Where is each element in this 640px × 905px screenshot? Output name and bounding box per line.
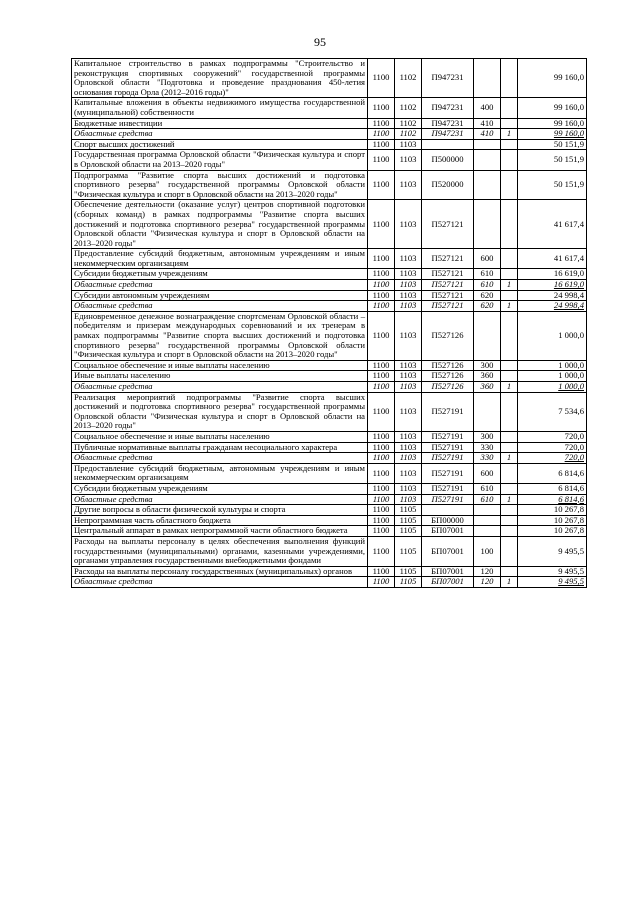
subsection-code-cell: 1103 bbox=[395, 371, 422, 382]
subsection-code-cell: 1103 bbox=[395, 431, 422, 442]
subsection-code-cell: 1102 bbox=[395, 129, 422, 140]
target-article-cell: П527126 bbox=[422, 371, 474, 382]
funding-source-cell: 1 bbox=[501, 301, 518, 312]
table-row bbox=[72, 311, 587, 360]
expense-name-cell: Предоставление субсидий бюджетным, автономным учреждениям и иным некоммерческим организациям bbox=[72, 249, 368, 269]
amount-cell: 99 160,0 bbox=[518, 129, 587, 140]
expense-name-cell: Областные средства bbox=[72, 382, 368, 393]
amount-cell: 1 000,0 bbox=[518, 382, 587, 393]
subsection-code-cell: 1103 bbox=[395, 150, 422, 170]
funding-source-cell bbox=[501, 392, 518, 431]
expense-type-cell bbox=[474, 200, 501, 249]
subsection-code-cell: 1105 bbox=[395, 577, 422, 588]
amount-cell: 9 495,5 bbox=[518, 566, 587, 577]
amount-cell: 7 534,6 bbox=[518, 392, 587, 431]
amount-cell: 6 814,6 bbox=[518, 483, 587, 494]
subsection-code-cell: 1103 bbox=[395, 382, 422, 393]
section-code-cell: 1100 bbox=[368, 360, 395, 371]
expense-type-cell: 620 bbox=[474, 290, 501, 301]
expense-name-cell: Расходы на выплаты персоналу в целях обеспечения выполнения функций государственными (муниципальными) органами, казенными учреждениями, органами управления государственными внебюджетными фондами bbox=[72, 536, 368, 566]
subsection-code-cell: 1103 bbox=[395, 200, 422, 249]
target-article-cell: П527191 bbox=[422, 453, 474, 464]
section-code-cell: 1100 bbox=[368, 98, 395, 118]
section-code-cell: 1100 bbox=[368, 200, 395, 249]
subsection-code-cell: 1103 bbox=[395, 249, 422, 269]
expense-type-cell bbox=[474, 170, 501, 200]
expense-type-cell: 610 bbox=[474, 269, 501, 280]
target-article-cell bbox=[422, 139, 474, 150]
expense-type-cell: 610 bbox=[474, 483, 501, 494]
funding-source-cell bbox=[501, 249, 518, 269]
amount-cell: 720,0 bbox=[518, 442, 587, 453]
expense-type-cell bbox=[474, 515, 501, 526]
table-row bbox=[72, 463, 587, 483]
table-row bbox=[72, 129, 587, 140]
expense-name-cell: Другие вопросы в области физической культуры и спорта bbox=[72, 505, 368, 516]
subsection-code-cell: 1103 bbox=[395, 453, 422, 464]
target-article-cell: П527126 bbox=[422, 360, 474, 371]
expense-name-cell: Областные средства bbox=[72, 129, 368, 140]
amount-cell: 99 160,0 bbox=[518, 118, 587, 129]
expense-type-cell bbox=[474, 139, 501, 150]
expense-name-cell: Иные выплаты населению bbox=[72, 371, 368, 382]
subsection-code-cell: 1103 bbox=[395, 301, 422, 312]
funding-source-cell: 1 bbox=[501, 453, 518, 464]
section-code-cell: 1100 bbox=[368, 392, 395, 431]
section-code-cell: 1100 bbox=[368, 526, 395, 537]
table-row bbox=[72, 170, 587, 200]
amount-cell: 99 160,0 bbox=[518, 98, 587, 118]
expense-type-cell: 620 bbox=[474, 301, 501, 312]
expense-name-cell: Субсидии бюджетным учреждениям bbox=[72, 483, 368, 494]
table-row bbox=[72, 392, 587, 431]
table-body bbox=[72, 59, 587, 588]
amount-cell: 6 814,6 bbox=[518, 463, 587, 483]
table-row bbox=[72, 453, 587, 464]
expense-name-cell: Непрограммная часть областного бюджета bbox=[72, 515, 368, 526]
section-code-cell: 1100 bbox=[368, 301, 395, 312]
section-code-cell: 1100 bbox=[368, 371, 395, 382]
subsection-code-cell: 1105 bbox=[395, 566, 422, 577]
budget-table bbox=[71, 58, 587, 588]
expense-type-cell bbox=[474, 526, 501, 537]
expense-name-cell: Областные средства bbox=[72, 577, 368, 588]
expense-type-cell: 120 bbox=[474, 577, 501, 588]
expense-type-cell: 410 bbox=[474, 129, 501, 140]
target-article-cell: П527121 bbox=[422, 200, 474, 249]
expense-name-cell: Субсидии автономным учреждениям bbox=[72, 290, 368, 301]
target-article-cell: П527191 bbox=[422, 392, 474, 431]
subsection-code-cell: 1103 bbox=[395, 280, 422, 291]
expense-name-cell: Публичные нормативные выплаты гражданам несоциального характера bbox=[72, 442, 368, 453]
table-row bbox=[72, 494, 587, 505]
section-code-cell: 1100 bbox=[368, 150, 395, 170]
section-code-cell: 1100 bbox=[368, 129, 395, 140]
expense-type-cell bbox=[474, 59, 501, 98]
amount-cell: 1 000,0 bbox=[518, 371, 587, 382]
subsection-code-cell: 1102 bbox=[395, 98, 422, 118]
expense-type-cell bbox=[474, 392, 501, 431]
expense-type-cell: 610 bbox=[474, 494, 501, 505]
target-article-cell: П527126 bbox=[422, 311, 474, 360]
subsection-code-cell: 1102 bbox=[395, 59, 422, 98]
subsection-code-cell: 1105 bbox=[395, 526, 422, 537]
target-article-cell: П527191 bbox=[422, 494, 474, 505]
expense-name-cell: Центральный аппарат в рамках непрограммной части областного бюджета bbox=[72, 526, 368, 537]
section-code-cell: 1100 bbox=[368, 170, 395, 200]
target-article-cell: БП07001 bbox=[422, 536, 474, 566]
funding-source-cell bbox=[501, 118, 518, 129]
table-row bbox=[72, 200, 587, 249]
section-code-cell: 1100 bbox=[368, 59, 395, 98]
expense-name-cell: Расходы на выплаты персоналу государственных (муниципальных) органов bbox=[72, 566, 368, 577]
expense-type-cell: 410 bbox=[474, 118, 501, 129]
subsection-code-cell: 1103 bbox=[395, 311, 422, 360]
funding-source-cell bbox=[501, 150, 518, 170]
section-code-cell: 1100 bbox=[368, 311, 395, 360]
target-article-cell: БП00000 bbox=[422, 515, 474, 526]
expense-type-cell: 610 bbox=[474, 280, 501, 291]
target-article-cell: П500000 bbox=[422, 150, 474, 170]
amount-cell: 41 617,4 bbox=[518, 249, 587, 269]
amount-cell: 41 617,4 bbox=[518, 200, 587, 249]
expense-name-cell: Социальное обеспечение и иные выплаты населению bbox=[72, 431, 368, 442]
funding-source-cell bbox=[501, 431, 518, 442]
target-article-cell bbox=[422, 505, 474, 516]
expense-name-cell: Обеспечение деятельности (оказание услуг) центров спортивной подготовки (сборных команд) в рамках подпрограммы "Развитие спорта высших достижений и подготовка спортивного резерва" государственной программы Орловской области "Физическая культура и спорт в Орловской области на 2013–2020 годы" bbox=[72, 200, 368, 249]
expense-type-cell: 600 bbox=[474, 463, 501, 483]
amount-cell: 24 998,4 bbox=[518, 290, 587, 301]
funding-source-cell bbox=[501, 536, 518, 566]
target-article-cell: П947231 bbox=[422, 129, 474, 140]
subsection-code-cell: 1102 bbox=[395, 118, 422, 129]
subsection-code-cell: 1103 bbox=[395, 483, 422, 494]
amount-cell: 1 000,0 bbox=[518, 360, 587, 371]
table-row bbox=[72, 371, 587, 382]
subsection-code-cell: 1103 bbox=[395, 360, 422, 371]
subsection-code-cell: 1103 bbox=[395, 392, 422, 431]
funding-source-cell bbox=[501, 515, 518, 526]
funding-source-cell bbox=[501, 526, 518, 537]
expense-name-cell: Государственная программа Орловской области "Физическая культура и спорт в Орловской области на 2013–2020 годы" bbox=[72, 150, 368, 170]
section-code-cell: 1100 bbox=[368, 280, 395, 291]
table-row bbox=[72, 566, 587, 577]
funding-source-cell bbox=[501, 98, 518, 118]
table-row bbox=[72, 118, 587, 129]
funding-source-cell bbox=[501, 139, 518, 150]
expense-type-cell bbox=[474, 505, 501, 516]
expense-type-cell: 300 bbox=[474, 431, 501, 442]
expense-type-cell bbox=[474, 150, 501, 170]
table-row bbox=[72, 442, 587, 453]
funding-source-cell bbox=[501, 269, 518, 280]
section-code-cell: 1100 bbox=[368, 290, 395, 301]
amount-cell: 10 267,8 bbox=[518, 505, 587, 516]
expense-type-cell bbox=[474, 311, 501, 360]
amount-cell: 720,0 bbox=[518, 453, 587, 464]
table-row bbox=[72, 139, 587, 150]
expense-type-cell: 400 bbox=[474, 98, 501, 118]
table-row bbox=[72, 483, 587, 494]
table-row bbox=[72, 280, 587, 291]
expense-name-cell: Реализация мероприятий подпрограммы "Развитие спорта высших достижений и подготовка спортивного резерва" государственной программы Орловской области "Физическая культура и спорт в Орловской области на 2013–2020 годы" bbox=[72, 392, 368, 431]
target-article-cell: П527191 bbox=[422, 483, 474, 494]
target-article-cell: П527121 bbox=[422, 269, 474, 280]
target-article-cell: П527126 bbox=[422, 382, 474, 393]
funding-source-cell bbox=[501, 483, 518, 494]
funding-source-cell bbox=[501, 371, 518, 382]
target-article-cell: БП07001 bbox=[422, 566, 474, 577]
target-article-cell: П527191 bbox=[422, 463, 474, 483]
section-code-cell: 1100 bbox=[368, 442, 395, 453]
expense-name-cell: Спорт высших достижений bbox=[72, 139, 368, 150]
funding-source-cell: 1 bbox=[501, 494, 518, 505]
amount-cell: 50 151,9 bbox=[518, 139, 587, 150]
funding-source-cell bbox=[501, 463, 518, 483]
expense-name-cell: Подпрограмма "Развитие спорта высших достижений и подготовка спортивного резерва" государственной программы Орловской области "Физическая культура и спорт в Орловской области на 2013–2020 годы" bbox=[72, 170, 368, 200]
expense-name-cell: Социальное обеспечение и иные выплаты населению bbox=[72, 360, 368, 371]
expense-type-cell: 360 bbox=[474, 371, 501, 382]
amount-cell: 720,0 bbox=[518, 431, 587, 442]
funding-source-cell bbox=[501, 290, 518, 301]
table-row bbox=[72, 360, 587, 371]
funding-source-cell bbox=[501, 442, 518, 453]
target-article-cell: П527121 bbox=[422, 290, 474, 301]
amount-cell: 16 619,0 bbox=[518, 269, 587, 280]
expense-type-cell: 100 bbox=[474, 536, 501, 566]
expense-name-cell: Единовременное денежное вознаграждение спортсменам Орловской области – победителям и призерам международных соревнований и их тренерам в рамках подпрограммы "Развитие спорта высших достижений и подготовка спортивного резерва" государственной программы Орловской области "Физическая культура и спорт в Орловской области на 2013–2020 годы" bbox=[72, 311, 368, 360]
amount-cell: 6 814,6 bbox=[518, 494, 587, 505]
expense-name-cell: Областные средства bbox=[72, 453, 368, 464]
table-row bbox=[72, 382, 587, 393]
subsection-code-cell: 1105 bbox=[395, 505, 422, 516]
target-article-cell: П527191 bbox=[422, 442, 474, 453]
section-code-cell: 1100 bbox=[368, 431, 395, 442]
funding-source-cell bbox=[501, 170, 518, 200]
expense-type-cell: 330 bbox=[474, 442, 501, 453]
expense-name-cell: Областные средства bbox=[72, 301, 368, 312]
table-row bbox=[72, 301, 587, 312]
expense-name-cell: Областные средства bbox=[72, 280, 368, 291]
section-code-cell: 1100 bbox=[368, 453, 395, 464]
target-article-cell: П947231 bbox=[422, 118, 474, 129]
table-row bbox=[72, 269, 587, 280]
amount-cell: 10 267,8 bbox=[518, 526, 587, 537]
expense-type-cell: 300 bbox=[474, 360, 501, 371]
section-code-cell: 1100 bbox=[368, 139, 395, 150]
section-code-cell: 1100 bbox=[368, 463, 395, 483]
amount-cell: 16 619,0 bbox=[518, 280, 587, 291]
expense-name-cell: Капитальное строительство в рамках подпрограммы "Строительство и реконструкция спортивных сооружений" государственной программы Орловской области "Подготовка и проведение празднования 450-летия основания города Орла (2012–2016 годы)" bbox=[72, 59, 368, 98]
table-row bbox=[72, 249, 587, 269]
target-article-cell: П527121 bbox=[422, 249, 474, 269]
expense-name-cell: Капитальные вложения в объекты недвижимого имущества государственной (муниципальной) собственности bbox=[72, 98, 368, 118]
expense-type-cell: 330 bbox=[474, 453, 501, 464]
expense-type-cell: 360 bbox=[474, 382, 501, 393]
target-article-cell: П527191 bbox=[422, 431, 474, 442]
subsection-code-cell: 1103 bbox=[395, 442, 422, 453]
amount-cell: 1 000,0 bbox=[518, 311, 587, 360]
section-code-cell: 1100 bbox=[368, 566, 395, 577]
expense-name-cell: Областные средства bbox=[72, 494, 368, 505]
section-code-cell: 1100 bbox=[368, 382, 395, 393]
target-article-cell: П527121 bbox=[422, 301, 474, 312]
target-article-cell: БП07001 bbox=[422, 577, 474, 588]
table-row bbox=[72, 505, 587, 516]
table-row bbox=[72, 98, 587, 118]
subsection-code-cell: 1103 bbox=[395, 139, 422, 150]
section-code-cell: 1100 bbox=[368, 536, 395, 566]
table-row bbox=[72, 59, 587, 98]
expense-name-cell: Субсидии бюджетным учреждениям bbox=[72, 269, 368, 280]
section-code-cell: 1100 bbox=[368, 118, 395, 129]
table-row bbox=[72, 515, 587, 526]
target-article-cell: П520000 bbox=[422, 170, 474, 200]
expense-type-cell: 600 bbox=[474, 249, 501, 269]
funding-source-cell: 1 bbox=[501, 129, 518, 140]
subsection-code-cell: 1103 bbox=[395, 269, 422, 280]
amount-cell: 10 267,8 bbox=[518, 515, 587, 526]
section-code-cell: 1100 bbox=[368, 505, 395, 516]
target-article-cell: П947231 bbox=[422, 98, 474, 118]
subsection-code-cell: 1103 bbox=[395, 290, 422, 301]
amount-cell: 50 151,9 bbox=[518, 170, 587, 200]
table-row bbox=[72, 536, 587, 566]
subsection-code-cell: 1105 bbox=[395, 536, 422, 566]
section-code-cell: 1100 bbox=[368, 483, 395, 494]
amount-cell: 50 151,9 bbox=[518, 150, 587, 170]
funding-source-cell bbox=[501, 505, 518, 516]
subsection-code-cell: 1103 bbox=[395, 463, 422, 483]
funding-source-cell: 1 bbox=[501, 577, 518, 588]
section-code-cell: 1100 bbox=[368, 515, 395, 526]
amount-cell: 9 495,5 bbox=[518, 577, 587, 588]
subsection-code-cell: 1103 bbox=[395, 494, 422, 505]
section-code-cell: 1100 bbox=[368, 249, 395, 269]
amount-cell: 24 998,4 bbox=[518, 301, 587, 312]
funding-source-cell bbox=[501, 566, 518, 577]
funding-source-cell: 1 bbox=[501, 280, 518, 291]
expense-name-cell: Бюджетные инвестиции bbox=[72, 118, 368, 129]
funding-source-cell bbox=[501, 360, 518, 371]
funding-source-cell bbox=[501, 200, 518, 249]
table-row bbox=[72, 150, 587, 170]
table-row bbox=[72, 431, 587, 442]
subsection-code-cell: 1105 bbox=[395, 515, 422, 526]
table-row bbox=[72, 290, 587, 301]
funding-source-cell: 1 bbox=[501, 382, 518, 393]
subsection-code-cell: 1103 bbox=[395, 170, 422, 200]
section-code-cell: 1100 bbox=[368, 269, 395, 280]
expense-name-cell: Предоставление субсидий бюджетным, автономным учреждениям и иным некоммерческим организациям bbox=[72, 463, 368, 483]
funding-source-cell bbox=[501, 59, 518, 98]
section-code-cell: 1100 bbox=[368, 494, 395, 505]
section-code-cell: 1100 bbox=[368, 577, 395, 588]
target-article-cell: П947231 bbox=[422, 59, 474, 98]
amount-cell: 99 160,0 bbox=[518, 59, 587, 98]
target-article-cell: БП07001 bbox=[422, 526, 474, 537]
page-number: 95 bbox=[314, 35, 326, 49]
table-row bbox=[72, 577, 587, 588]
funding-source-cell bbox=[501, 311, 518, 360]
expense-type-cell: 120 bbox=[474, 566, 501, 577]
amount-cell: 9 495,5 bbox=[518, 536, 587, 566]
table-row bbox=[72, 526, 587, 537]
target-article-cell: П527121 bbox=[422, 280, 474, 291]
